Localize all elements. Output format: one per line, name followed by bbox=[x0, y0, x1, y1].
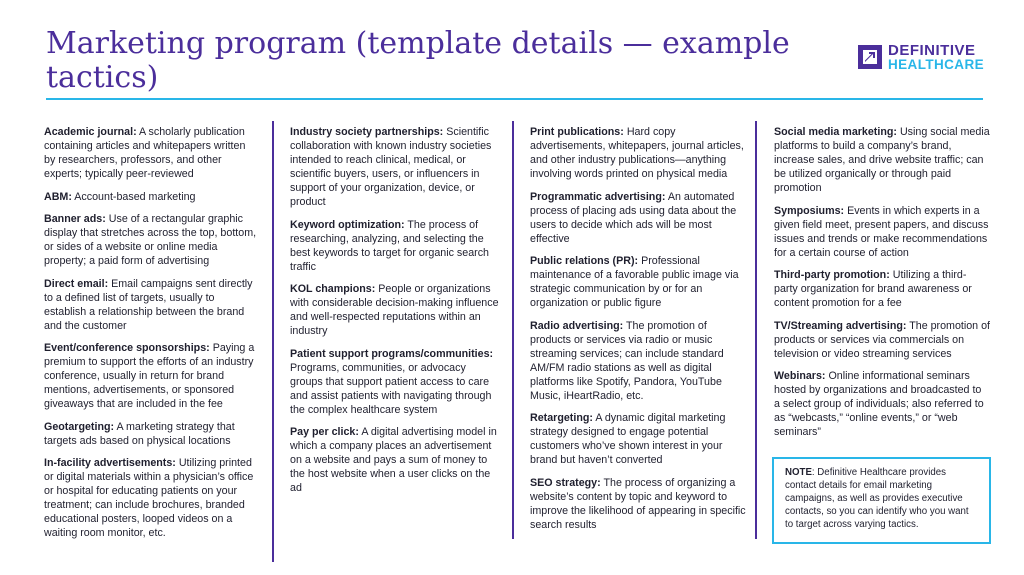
tactic-description: Events in which experts in a given field meet, present papers, and discuss issues and trends or make recommendations for a certain course of action bbox=[774, 204, 989, 259]
tactic-description: The promotion of products or services via radio or music streaming services; can include standard AM/FM radio stations as well as digital platforms like Spotify, Pandora, YouTube Music, iHeartRadio, etc. bbox=[530, 319, 724, 402]
tactic-term: Symposiums: bbox=[774, 204, 845, 217]
tactic-term: Geotargeting: bbox=[44, 420, 115, 433]
tactic-description: Email campaigns sent directly to a defined list of targets, usually to establish a relationship between the brand and the customer bbox=[44, 277, 253, 332]
tactic-description: A marketing strategy that targets ads based on physical locations bbox=[44, 420, 235, 447]
column-divider bbox=[272, 121, 274, 562]
tactic-term: Pay per click: bbox=[290, 426, 359, 438]
tactic-description: Scientific collaboration with known industry societies intended to reach clinical, medical, or scientific buyers, users, or influencers in support of your organization, device, or product bbox=[290, 126, 492, 208]
tactic-entry bbox=[290, 347, 500, 417]
tactic-entry bbox=[530, 125, 750, 181]
tactics-column-3 bbox=[530, 125, 750, 540]
note-box bbox=[772, 457, 991, 544]
tactic-description: The process of organizing a website’s content by topic and keyword to improve the likelihood of appearing in specific search results bbox=[530, 476, 746, 531]
tactic-term: Banner ads: bbox=[44, 213, 106, 225]
tactic-description: Account-based marketing bbox=[74, 190, 196, 203]
tactic-entry bbox=[530, 254, 750, 310]
tactic-term: Social media marketing: bbox=[774, 126, 897, 138]
tactic-description: An automated process of placing ads using data about the users to decide which ads will be most effective bbox=[530, 190, 737, 245]
tactics-column-4 bbox=[774, 125, 990, 448]
tactic-entry bbox=[774, 319, 990, 361]
tactic-entry bbox=[530, 411, 750, 467]
tactics-column-2 bbox=[290, 125, 500, 504]
tactic-description: A dynamic digital marketing strategy designed to engage potential customers who’ve shown interest in your brand but haven’t converted bbox=[530, 412, 726, 466]
tactic-description: A scholarly publication containing articles and whitepapers written by researchers, professors, and other experts; typically peer-reviewed bbox=[44, 126, 246, 180]
tactic-entry bbox=[44, 420, 259, 448]
tactic-description: Using social media platforms to build a company’s brand, increase sales, and drive website traffic; can be utilized organically or through paid promotion bbox=[774, 126, 990, 194]
tactic-entry bbox=[774, 369, 990, 439]
tactic-term: Third-party promotion: bbox=[774, 269, 890, 281]
tactic-entry bbox=[290, 125, 500, 209]
note-text: : Definitive Healthcare provides contact details for email marketing campaigns, as well as provides executive contacts, so you can identify who you want to target across varying tactics. bbox=[785, 467, 969, 530]
tactic-description: Programs, communities, or advocacy groups that support patient access to care and assist patients with navigating through the complex healthcare system bbox=[290, 361, 492, 416]
tactic-entry bbox=[44, 212, 259, 268]
title-underline bbox=[46, 98, 983, 100]
tactic-description: Use of a rectangular graphic display that stretches across the top, bottom, or sides of a website or online media property; a paid form of advertising bbox=[44, 213, 257, 267]
tactic-term: Webinars: bbox=[774, 370, 826, 382]
tactic-entry bbox=[44, 277, 259, 333]
tactic-description: Utilizing printed or digital materials within a physician’s office or hospital for educating patients on your treatment; can include brochures, branded educational posters, looped videos on a waiting room monitor, etc. bbox=[44, 457, 254, 539]
tactic-term: TV/Streaming advertising: bbox=[774, 319, 907, 332]
column-divider bbox=[512, 121, 514, 539]
tactic-description: Hard copy advertisements, whitepapers, journal articles, and other industry publications—anything involving words printed on physical media bbox=[530, 126, 744, 180]
tactic-term: Public relations (PR): bbox=[530, 255, 639, 267]
tactic-entry bbox=[774, 204, 990, 260]
column-divider bbox=[755, 121, 757, 539]
tactic-entry bbox=[290, 425, 500, 495]
tactic-term: ABM: bbox=[44, 190, 72, 203]
tactic-term: Patient support programs/communities: bbox=[290, 347, 494, 360]
tactic-description: Professional maintenance of a favorable public image via strategic communication by or for an organization or public figure bbox=[530, 255, 739, 309]
tactic-description: People or organizations with considerable decision-making influence and well-respected reputations within an industry bbox=[290, 283, 499, 337]
company-logo bbox=[858, 44, 986, 74]
tactic-term: Radio advertising: bbox=[530, 319, 624, 332]
tactic-term: KOL champions: bbox=[290, 283, 376, 295]
tactic-entry bbox=[44, 341, 259, 411]
tactic-term: Retargeting: bbox=[530, 412, 593, 424]
tactic-term: SEO strategy: bbox=[530, 476, 601, 489]
tactic-term: Academic journal: bbox=[44, 126, 137, 138]
tactic-entry bbox=[290, 282, 500, 338]
tactic-term: In-facility advertisements: bbox=[44, 457, 176, 469]
tactic-term: Programmatic advertising: bbox=[530, 190, 666, 203]
tactics-column-1 bbox=[44, 125, 259, 549]
logo-text-primary: DEFINITIVE bbox=[888, 42, 976, 59]
tactic-term: Industry society partnerships: bbox=[290, 126, 444, 138]
tactic-entry bbox=[530, 476, 750, 532]
tactic-description: Online informational seminars hosted by organizations and broadcasted to a select group of individuals; also referred to as “webcasts,” “online events,” or “web seminars” bbox=[774, 370, 984, 438]
tactic-term: Event/conference sponsorships: bbox=[44, 342, 210, 354]
tactic-term: Keyword optimization: bbox=[290, 218, 405, 231]
tactic-description: Utilizing a third-party organization for brand awareness or content promotion for a fee bbox=[774, 269, 972, 309]
tactic-entry bbox=[44, 456, 259, 540]
tactic-entry bbox=[530, 190, 750, 246]
tactic-description: Paying a premium to support the efforts of an industry conference, usually in return for brand mentions, advertisements, or sponsored giveaways that are included in the fee bbox=[44, 342, 255, 410]
tactic-term: Print publications: bbox=[530, 126, 624, 138]
logo-text-secondary: HEALTHCARE bbox=[888, 57, 984, 72]
tactic-entry bbox=[774, 268, 990, 310]
tactic-entry bbox=[774, 125, 990, 195]
logo-mark-icon bbox=[858, 45, 882, 69]
tactic-description: The process of researching, analyzing, and selecting the best keywords to target for organic search traffic bbox=[290, 218, 490, 273]
tactic-description: The promotion of products or services via commercials on television or video streaming services bbox=[774, 319, 991, 360]
note-label: NOTE bbox=[785, 467, 812, 478]
tactic-term: Direct email: bbox=[44, 277, 109, 290]
tactic-description: A digital advertising model in which a company places an advertisement on a website and pays a sum of money to the host website when a user clicks on the ad bbox=[290, 426, 497, 494]
tactic-entry bbox=[44, 190, 259, 204]
page-title: Marketing program (template details — example tactics) bbox=[46, 26, 790, 95]
tactic-entry bbox=[290, 218, 500, 274]
tactic-entry bbox=[530, 319, 750, 403]
tactic-entry bbox=[44, 125, 259, 181]
